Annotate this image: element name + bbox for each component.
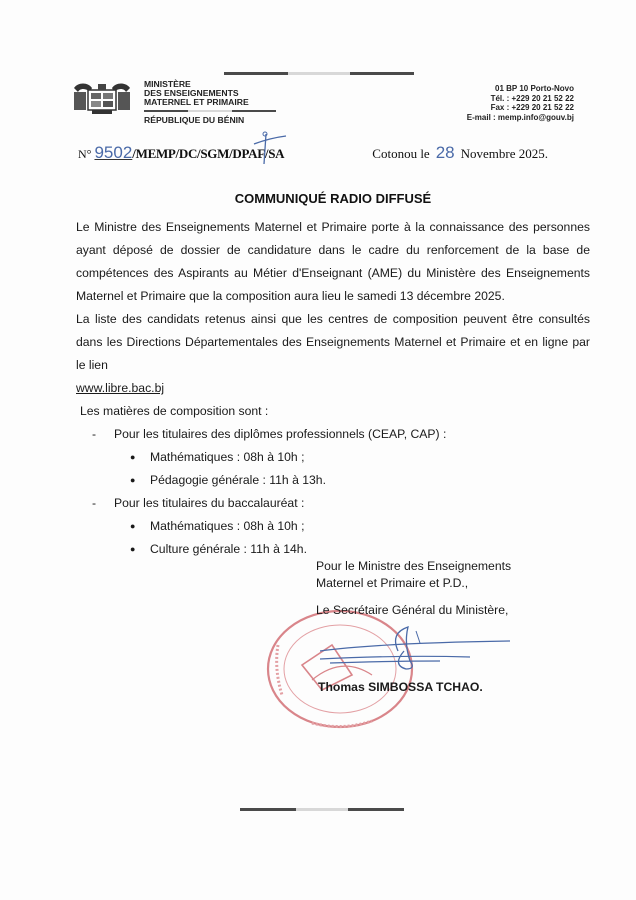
ministry-line: DES ENSEIGNEMENTS: [144, 88, 239, 98]
handwritten-initial-mark: [252, 130, 292, 166]
subject-schedule: Mathématiques : 08h à 10h ;: [150, 519, 305, 533]
ministry-line: MATERNEL ET PRIMAIRE: [144, 97, 249, 107]
subject-schedule: Pédagogie générale : 11h à 13h.: [150, 473, 326, 487]
contact-block: [467, 84, 574, 122]
signatory-name: Thomas SIMBOSSA TCHAO.: [318, 680, 483, 694]
bullet-icon: ●: [130, 521, 136, 531]
list-item: [76, 469, 590, 492]
bullet-icon: ●: [130, 475, 136, 485]
dash-marker: -: [92, 427, 97, 441]
document-title: COMMUNIQUÉ RADIO DIFFUSÉ: [234, 191, 432, 206]
bullet-icon: ●: [130, 544, 136, 554]
document-body: [76, 190, 590, 561]
benin-coat-of-arms-icon: [70, 80, 134, 116]
address: 01 BP 10 Porto-Novo: [495, 84, 574, 93]
paragraph-list-info: La liste des candidats retenus ainsi que les centres de composition peuvent être consultés dans les Directions Départementales des Enseignements Maternel et Primaire et en ligne par le lien: [76, 312, 590, 372]
results-link[interactable]: www.libre.bac.bj: [76, 381, 165, 395]
signatory-role: Le Secrétaire Général du Ministère,: [316, 603, 509, 617]
subject-schedule: Mathématiques : 08h à 10h ;: [150, 450, 305, 464]
ministry-divider: [144, 110, 276, 113]
dash-marker: -: [92, 496, 97, 510]
place-prefix: Cotonou le: [372, 146, 430, 161]
ministry-line: MINISTÈRE: [144, 79, 191, 89]
handwritten-number: 9502: [94, 143, 133, 162]
subjects-intro: Les matières de composition sont :: [80, 404, 269, 418]
paragraph-announcement: Le Ministre des Enseignements Maternel et Primaire porte à la connaissance des personnes ayant déposé de dossier de candidature dans le cadre du renforcement de la base de compétences des Aspirants au Métier d'Enseignant (AME) du Ministère des Enseignements Maternel et Primaire que la composition aura lieu le samedi 13 décembre 2025.: [76, 220, 590, 303]
bullet-icon: ●: [130, 452, 136, 462]
telephone: Tél. : +229 20 21 52 22: [490, 93, 574, 103]
republic-label: RÉPUBLIQUE DU BÉNIN: [144, 115, 245, 125]
number-prefix: N°: [78, 147, 92, 161]
reference-code: /MEMP/DC/SGM/DPAF/SA: [132, 146, 285, 161]
footer-divider: [240, 808, 404, 811]
handwritten-day: 28: [435, 143, 455, 162]
group-professional: [76, 423, 590, 446]
fax: Fax : +229 20 21 52 22: [490, 103, 574, 113]
group-baccalaureat: [76, 492, 590, 515]
list-item: [76, 515, 590, 538]
list-item: [76, 446, 590, 469]
date-place: [372, 143, 548, 163]
ministry-name: [144, 80, 249, 107]
email: E-mail : memp.info@gouv.bj: [466, 112, 574, 122]
signature-block: [316, 558, 596, 696]
group-label: Pour les titulaires du baccalauréat :: [114, 496, 305, 510]
mandate-line: Pour le Ministre des Enseignements: [316, 559, 512, 573]
header-divider: [224, 72, 414, 75]
reference-row: [78, 143, 548, 163]
subject-schedule: Culture générale : 11h à 14h.: [150, 542, 307, 556]
group-label: Pour les titulaires des diplômes professionnels (CEAP, CAP) :: [114, 427, 447, 441]
mandate-line: Maternel et Primaire et P.D.,: [316, 576, 469, 590]
month-year: Novembre 2025.: [460, 146, 548, 161]
